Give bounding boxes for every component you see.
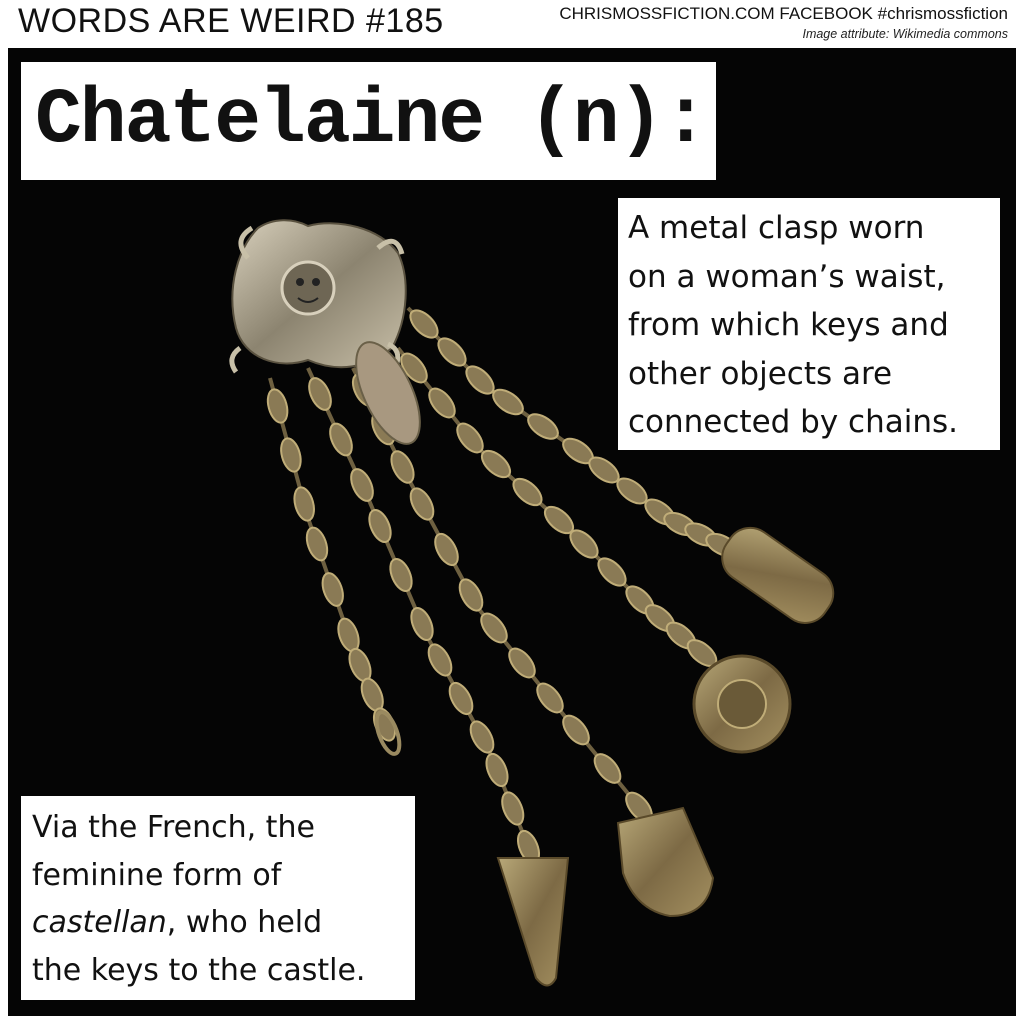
- etymology-emphasis: castellan: [32, 905, 167, 940]
- chain-link: [347, 466, 378, 504]
- chain-link: [278, 436, 304, 474]
- chain-link: [326, 420, 357, 458]
- chain-link: [365, 507, 395, 545]
- site-line: CHRISMOSSFICTION.COM FACEBOOK #chrismossfiction: [559, 4, 1008, 23]
- chain-link: [498, 789, 528, 827]
- pendant-medallion: [694, 656, 790, 752]
- etymology-line: [32, 899, 407, 947]
- definition-line: other objects are: [628, 355, 893, 392]
- series-title: WORDS ARE WEIRD #185: [18, 2, 444, 40]
- definition-line: from which keys and: [628, 307, 949, 343]
- definition-line: A metal clasp worn: [628, 210, 925, 246]
- chain-link: [482, 751, 512, 789]
- etymology-line: Via the French, the: [32, 810, 315, 845]
- term-box: [21, 62, 716, 180]
- chain-link: [489, 385, 527, 419]
- chain-link: [524, 409, 562, 443]
- etymology-line: feminine form of: [32, 857, 282, 893]
- chain-link: [291, 485, 317, 523]
- chain-link: [431, 530, 463, 568]
- chain-link: [303, 525, 331, 563]
- etymology-box: [21, 796, 415, 1000]
- pendant-cone: [498, 858, 568, 986]
- chain-link: [466, 718, 498, 756]
- definition-box: [618, 198, 1000, 450]
- chain-link: [407, 605, 437, 643]
- chain-link: [334, 616, 362, 654]
- image-attribution: Image attribute: Wikimedia commons: [802, 27, 1008, 41]
- etymology-line-rest: , who held: [166, 905, 323, 940]
- chain-link: [264, 387, 290, 425]
- definition-text: [628, 204, 992, 447]
- chain-link: [319, 570, 347, 608]
- chain-link: [406, 485, 438, 523]
- chain-link: [387, 448, 418, 486]
- chain-link: [445, 679, 477, 717]
- chain-link: [455, 576, 487, 614]
- definition-line: on a woman’s waist,: [628, 258, 946, 295]
- chain-link: [424, 641, 456, 679]
- pendant-thimble: [618, 808, 713, 916]
- chain-link: [386, 556, 416, 594]
- etymology-text: [32, 804, 407, 994]
- pendant-tube: [713, 518, 843, 632]
- definition-line: connected by chains.: [628, 404, 959, 440]
- term-heading: Chatelaine (n):: [35, 77, 708, 165]
- etymology-line: the keys to the castle.: [32, 952, 366, 988]
- chain-link: [305, 375, 336, 413]
